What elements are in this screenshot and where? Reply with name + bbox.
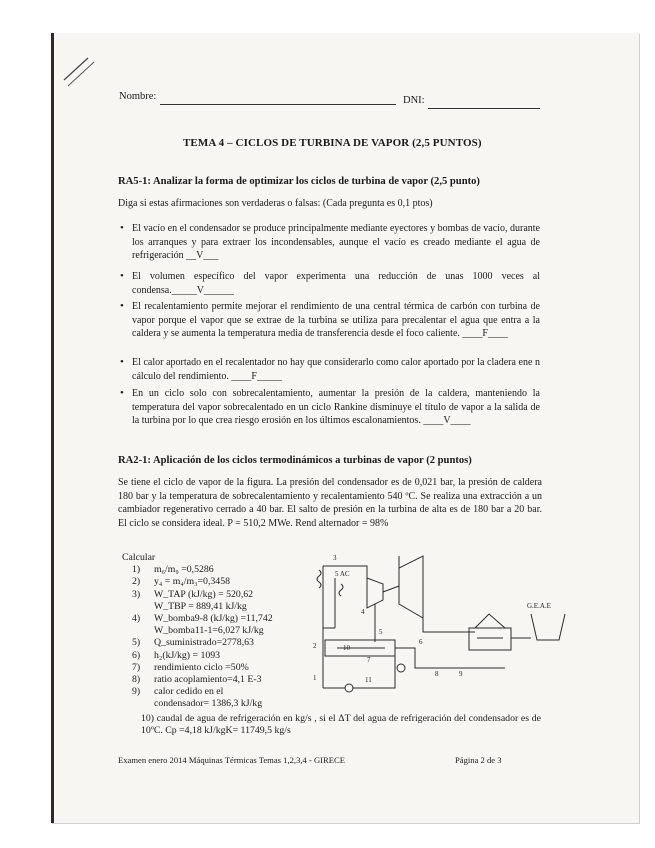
page-title: TEMA 4 – CICLOS DE TURBINA DE VAPOR (2,5 PUNTOS)	[183, 137, 482, 149]
calcular-label: Calcular	[122, 552, 156, 563]
node-9-label: 9	[459, 670, 463, 678]
result-4: 4) W_bomba9-8 (kJ/kg) =11,742	[132, 613, 273, 625]
statement-3: • El recalentamiento permite mejorar el rendimiento de una central térmica de carbón con turbina de vapor porque el vapor que se extrae de la turbina se utiliza para precalentar el agua que entra a la caldera y se aumenta la temperatura media de transferencia desde el foco caliente. ____F____	[132, 300, 540, 341]
dni-label: DNI:	[403, 95, 425, 106]
statement-1: • El vacío en el condensador se produce principalmente mediante eyectores y bombas de vacío, durante los arranques y para extraer los incondensables, aunque el vacío es creado mediante el agua de refrigeración __V___	[132, 222, 540, 263]
result-8: 8) ratio acoplamiento=4,1 E-3	[132, 674, 262, 686]
result-4b: W_bomba11-1=6,027 kJ/kg	[154, 625, 264, 637]
nombre-label: Nombre:	[119, 91, 157, 102]
node-7-label: 7	[367, 656, 371, 664]
ac-label: 5 AC	[335, 570, 350, 578]
statement-4: • El calor aportado en el recalentador no hay que considerarlo como calor aportado por la cladera ene n cálculo del rendimiento. ____F_____	[132, 356, 540, 383]
steam-cycle-diagram	[305, 548, 575, 698]
nombre-line	[160, 92, 396, 110]
result-3b: W_TBP = 889,41 kJ/kg	[154, 600, 247, 612]
result-9: 9) calor cedido en el	[132, 686, 224, 698]
section1-heading: RA5-1: Analizar la forma de optimizar los ciclos de turbina de vapor (2,5 punto)	[118, 176, 480, 187]
statement-5: • En un ciclo solo con sobrecalentamiento, aumentar la presión de la caldera, manteniendo la temperatura del vapor sobrecalentado en un ciclo Rankine disminuye el título de vapor a la salida de la turbina por lo que crea riesgo erosión en los últimos escalonamientos. ____V____	[132, 387, 540, 428]
pencil-mark	[60, 50, 100, 90]
statement-2: • El volumen específico del vapor experimenta una reducción de unas 1000 veces al condensa._____V______	[132, 270, 540, 297]
result-5: 5) Q_suministrado=2778,63	[132, 637, 254, 649]
node-11-label: 11	[365, 676, 372, 684]
footer-left: Examen enero 2014 Máquinas Térmicas Temas 1,2,3,4 - GIRECE	[118, 755, 345, 765]
node-6-label: 6	[419, 638, 423, 646]
node-10-label: 10	[343, 644, 350, 652]
node-5-label: 5	[379, 628, 383, 636]
section2-heading: RA2-1: Aplicación de los ciclos termodinámicos a turbinas de vapor (2 puntos)	[118, 455, 472, 466]
result-3: 3) W_TAP (kJ/kg) = 520,62	[132, 588, 254, 600]
node-4-label: 4	[361, 608, 365, 616]
section2-paragraph: Se tiene el ciclo de vapor de la figura. La presión del condensador es de 0,021 bar, la presión de caldera 180 bar y la temperatura de sobrecalentamiento y recalentamiento 540 ºC. Se realiza una extracción a un cambiador regenerativo cerrado a 40 bar. El salto de presión en la turbina de alta es de 180 bar a 20 bar. El ciclo se considera ideal. P = 510,2 MWe. Rend alternador = 98%	[118, 477, 542, 529]
footer-right: Página 2 de 3	[455, 755, 502, 765]
calcular-list	[122, 552, 273, 711]
result-2: 2) y₄ = m₄/m₃=0,3458	[132, 576, 230, 588]
node-3-label: 3	[333, 554, 337, 562]
section1-intro: Diga si estas afirmaciones son verdaderas o falsas: (Cada pregunta es 0,1 ptos)	[118, 198, 433, 209]
node-8-label: 8	[435, 670, 439, 678]
node-1-label: 1	[313, 674, 317, 682]
result-9b: condensador= 1386,3 kJ/kg	[154, 698, 263, 710]
result-10: 10) caudal de agua de refrigeración en kg/s , si el ΔT del agua de refrigeración del condensador es de 10ºC. Cp =4,18 kJ/kgK= 11749,5 kg/s	[141, 713, 541, 737]
result-7: 7) rendimiento ciclo =50%	[132, 661, 249, 673]
result-1: 1) m₆/m₉ =0,5286	[132, 564, 214, 576]
gen-label: G.E.A.E	[527, 602, 551, 610]
node-2-label: 2	[313, 642, 317, 650]
result-6: 6) h₂(kJ/kg) = 1093	[132, 649, 221, 661]
dni-line	[428, 96, 540, 114]
